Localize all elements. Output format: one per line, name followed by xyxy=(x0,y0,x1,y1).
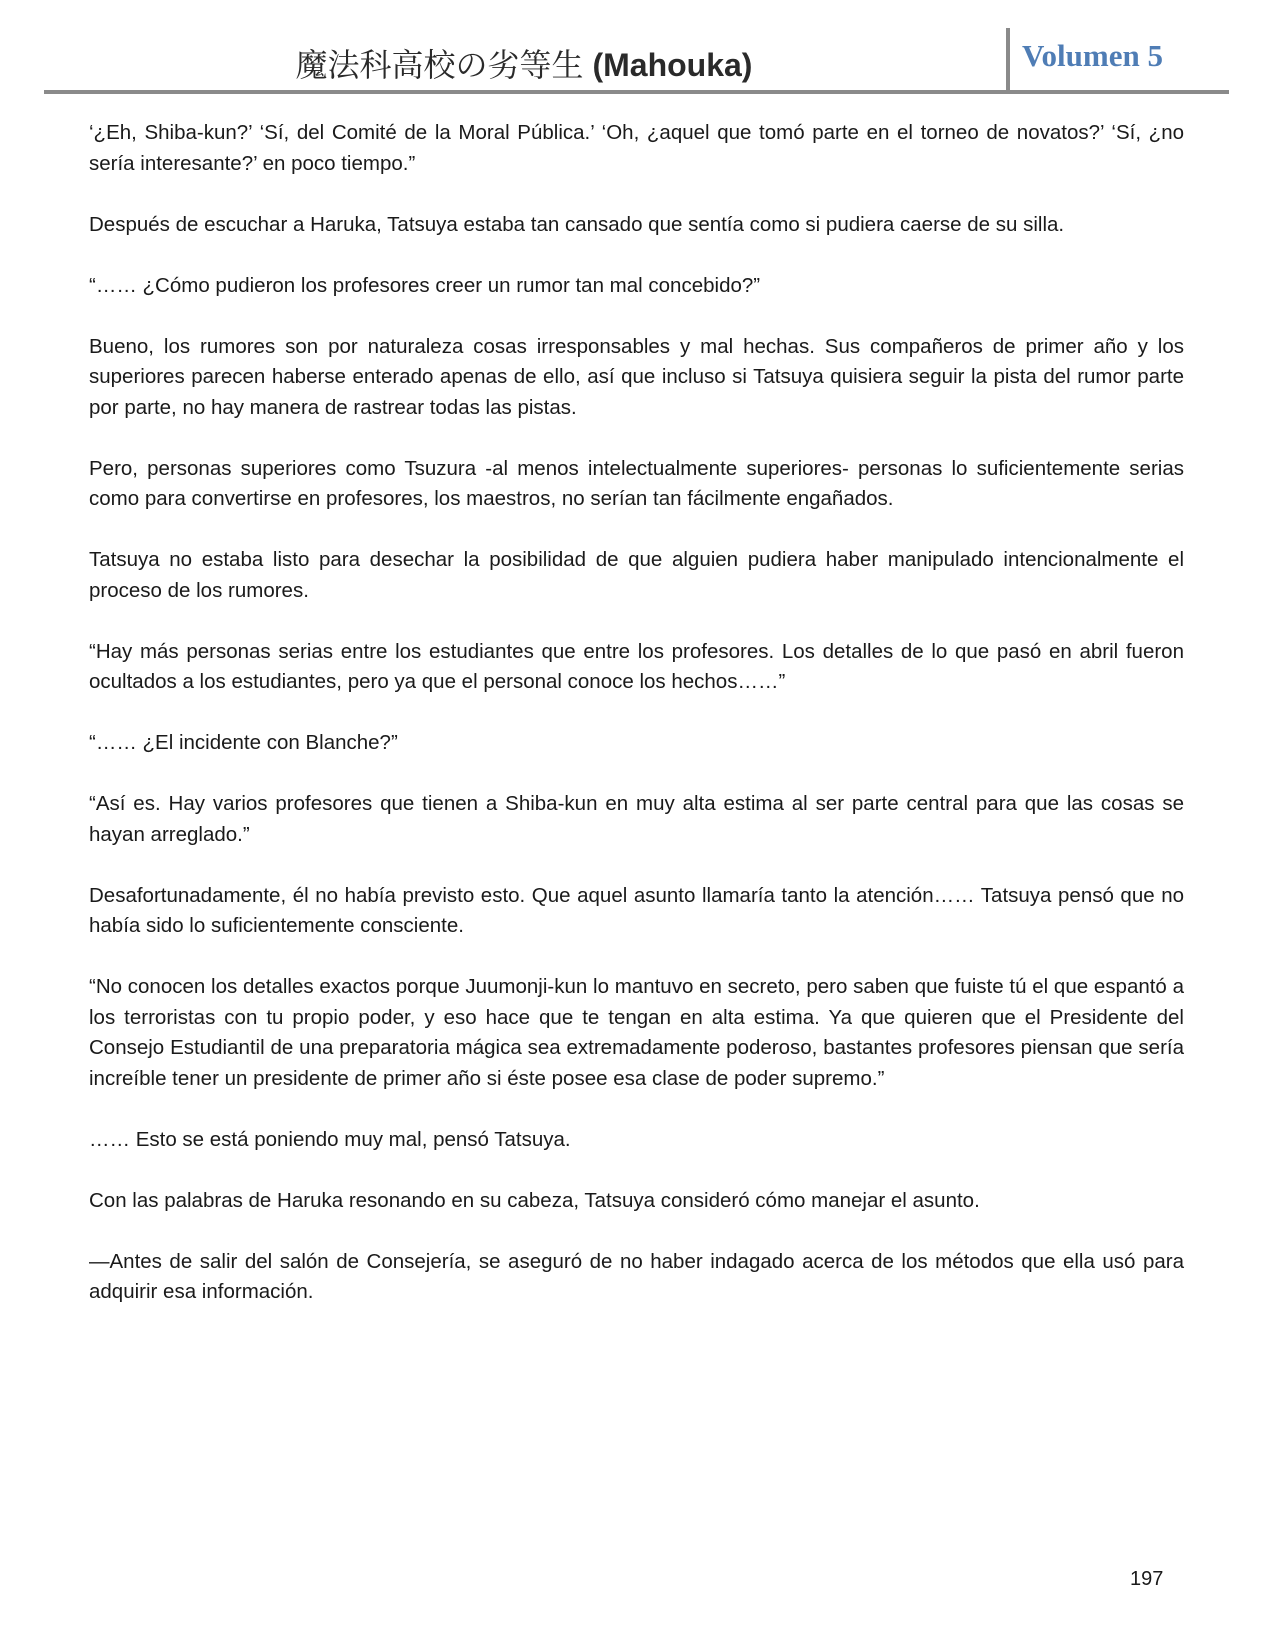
paragraph: “No conocen los detalles exactos porque Juumonji-kun lo mantuvo en secreto, pero saben que fuiste tú el que espantó a los terroristas con tu propio poder, y eso hace que te tengan en alta estima. Ya que quieren que el Presidente del Consejo Estudiantil de una preparatoria mágica sea extremadamente poderoso, bastantes profesores piensan que sería increíble tener un presidente de primer año si éste posee esa clase de poder supremo.” xyxy=(89,975,1184,1090)
page-body xyxy=(89,118,1184,1338)
page-header xyxy=(44,28,1229,96)
book-title xyxy=(44,40,1004,86)
paragraph: Desafortunadamente, él no había previsto esto. Que aquel asunto llamaría tanto la atención…… Tatsuya pensó que no había sido lo suficientemente consciente. xyxy=(89,883,1184,937)
paragraph: Bueno, los rumores son por naturaleza cosas irresponsables y mal hechas. Sus compañeros de primer año y los superiores parecen haberse enterado apenas de ello, así que incluso si Tatsuya quisiera seguir la pista del rumor parte por parte, no hay manera de rastrear todas las pistas. xyxy=(89,334,1184,419)
header-divider-vertical xyxy=(1006,28,1010,92)
paragraph: “Hay más personas serias entre los estudiantes que entre los profesores. Los detalles de lo que pasó en abril fueron ocultados a los estudiantes, pero ya que el personal conoce los hechos……” xyxy=(89,639,1184,693)
volume-label: Volumen 5 xyxy=(1022,38,1163,73)
paragraph: Tatsuya no estaba listo para desechar la posibilidad de que alguien pudiera haber manipulado intencionalmente el proceso de los rumores. xyxy=(89,548,1184,602)
header-rule xyxy=(44,90,1229,94)
page-number: 197 xyxy=(1130,1568,1164,1590)
paragraph: Con las palabras de Haruka resonando en su cabeza, Tatsuya consideró cómo manejar el asunto. xyxy=(89,1188,980,1212)
paragraph: —Antes de salir del salón de Consejería, se aseguró de no haber indagado acerca de los métodos que ella usó para adquirir esa información. xyxy=(89,1249,1184,1303)
paragraph: “…… ¿Cómo pudieron los profesores creer un rumor tan mal concebido?” xyxy=(89,273,761,297)
paragraph: “Así es. Hay varios profesores que tienen a Shiba-kun en muy alta estima al ser parte central para que las cosas se hayan arreglado.” xyxy=(89,792,1184,846)
paragraph: “…… ¿El incidente con Blanche?” xyxy=(89,731,398,754)
book-title-japanese: 魔法科高校の劣等生 xyxy=(295,47,584,83)
paragraph: ‘¿Eh, Shiba-kun?’ ‘Sí, del Comité de la Moral Pública.’ ‘Oh, ¿aquel que tomó parte en el torneo de novatos?’ ‘Sí, ¿no sería interesante?’ en poco tiempo.” xyxy=(89,121,1184,175)
paragraph: …… Esto se está poniendo muy mal, pensó Tatsuya. xyxy=(89,1127,571,1151)
paragraph: Después de escuchar a Haruka, Tatsuya estaba tan cansado que sentía como si pudiera caerse de su silla. xyxy=(89,212,1065,236)
book-title-romaji: (Mahouka) xyxy=(592,47,753,83)
paragraph: Pero, personas superiores como Tsuzura -al menos intelectualmente superiores- personas lo suficientemente serias como para convertirse en profesores, los maestros, no serían tan fácilmente engañados. xyxy=(89,456,1184,510)
